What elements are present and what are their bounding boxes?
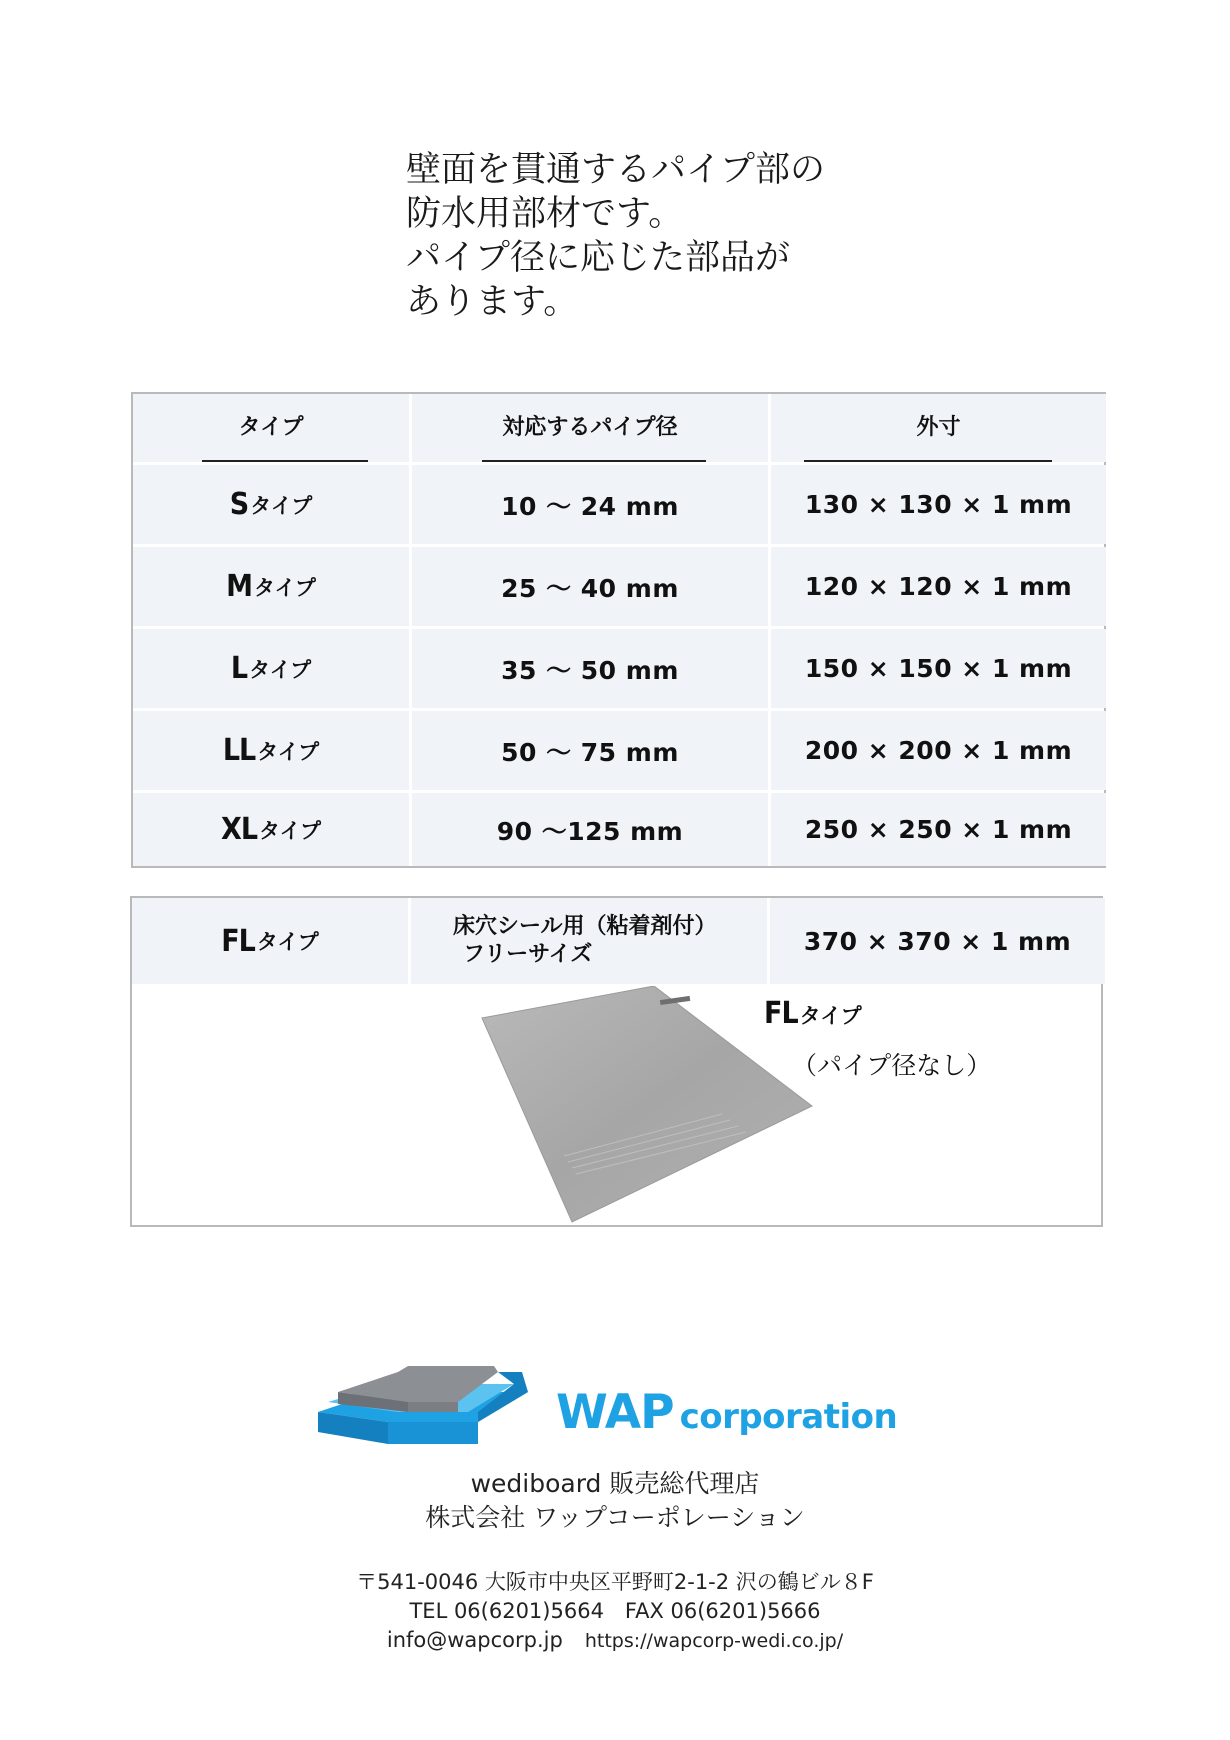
header-underline — [202, 460, 368, 462]
intro-text — [406, 148, 886, 324]
type-cell — [133, 629, 409, 708]
type-cell — [133, 465, 409, 544]
table-row — [133, 465, 1104, 544]
pipe-cell: 50 ～ 75 mm — [412, 711, 768, 790]
type-letter: S — [229, 487, 249, 522]
type-cell — [133, 793, 409, 866]
type-letter: LL — [222, 733, 256, 768]
company-line: wediboard 販売総代理店 — [470, 1469, 760, 1498]
fl-desc-line: フリーサイズ — [463, 942, 593, 967]
type-cell — [133, 547, 409, 626]
header-size — [771, 394, 1106, 462]
fl-desc-line: 床穴シール用（粘着剤付） — [453, 914, 717, 939]
intro-line: パイプ径に応じた部品が — [406, 238, 790, 278]
fl-type-box — [130, 896, 1103, 1227]
phone-line: TEL 06(6201)5664 FAX 06(6201)5666 — [409, 1599, 821, 1623]
email-link[interactable]: info@wapcorp.jp — [386, 1628, 563, 1652]
table-row — [133, 629, 1104, 708]
header-pipe — [412, 394, 768, 462]
header-type-label: タイプ — [238, 414, 304, 440]
contact-line — [0, 1626, 1230, 1656]
table-row — [133, 547, 1104, 626]
table-row — [133, 711, 1104, 790]
fl-table-row — [132, 898, 1101, 984]
pipe-cell: 90 ～125 mm — [412, 793, 768, 866]
company-line: 株式会社 ワップコーポレーション — [425, 1503, 805, 1532]
logo-brand-small: corporation — [679, 1397, 898, 1437]
header-pipe-label: 対応するパイプ径 — [502, 414, 678, 440]
type-cell — [133, 711, 409, 790]
address-line: 〒541-0046 大阪市中央区平野町2-1-2 沢の鶴ビル８F — [356, 1570, 874, 1594]
intro-line: 防水用部材です。 — [406, 194, 684, 234]
type-suffix: タイプ — [250, 493, 313, 518]
size-cell: 120 × 120 × 1 mm — [771, 547, 1106, 626]
table-row — [133, 793, 1104, 866]
type-letter: L — [230, 651, 248, 686]
fl-description — [411, 898, 767, 984]
spec-table — [131, 392, 1106, 868]
type-suffix: タイプ — [249, 657, 312, 682]
type-cell — [132, 898, 408, 984]
type-letter: FL — [764, 996, 798, 1031]
type-suffix: タイプ — [256, 930, 319, 954]
type-letter: XL — [221, 812, 258, 847]
type-letter: M — [226, 569, 252, 604]
intro-line: 壁面を貫通するパイプ部の — [406, 150, 825, 190]
website-link[interactable]: https://wapcorp-wedi.co.jp/ — [584, 1630, 844, 1652]
type-suffix: タイプ — [799, 1004, 862, 1028]
size-cell: 250 × 250 × 1 mm — [771, 793, 1106, 866]
intro-line: あります。 — [406, 282, 579, 322]
logo-brand-big: WAP — [556, 1385, 674, 1440]
pipe-cell: 25 ～ 40 mm — [412, 547, 768, 626]
pipe-cell: 10 ～ 24 mm — [412, 465, 768, 544]
type-suffix: タイプ — [253, 575, 316, 600]
fl-image-label — [764, 996, 862, 1031]
header-type — [133, 394, 409, 462]
header-underline — [482, 460, 706, 462]
type-suffix: タイプ — [259, 818, 321, 843]
size-cell: 150 × 150 × 1 mm — [771, 629, 1106, 708]
pipe-cell: 35 ～ 50 mm — [412, 629, 768, 708]
header-size-label: 外寸 — [916, 414, 961, 440]
type-suffix: タイプ — [257, 739, 320, 764]
wap-logo-text — [556, 1385, 897, 1440]
header-underline — [804, 460, 1052, 462]
size-cell: 130 × 130 × 1 mm — [771, 465, 1106, 544]
type-letter: FL — [221, 923, 255, 959]
fl-image-note: （パイプ径なし） — [792, 1051, 992, 1080]
size-cell: 370 × 370 × 1 mm — [770, 898, 1105, 984]
table-header-row — [133, 394, 1104, 462]
size-cell: 200 × 200 × 1 mm — [771, 711, 1106, 790]
